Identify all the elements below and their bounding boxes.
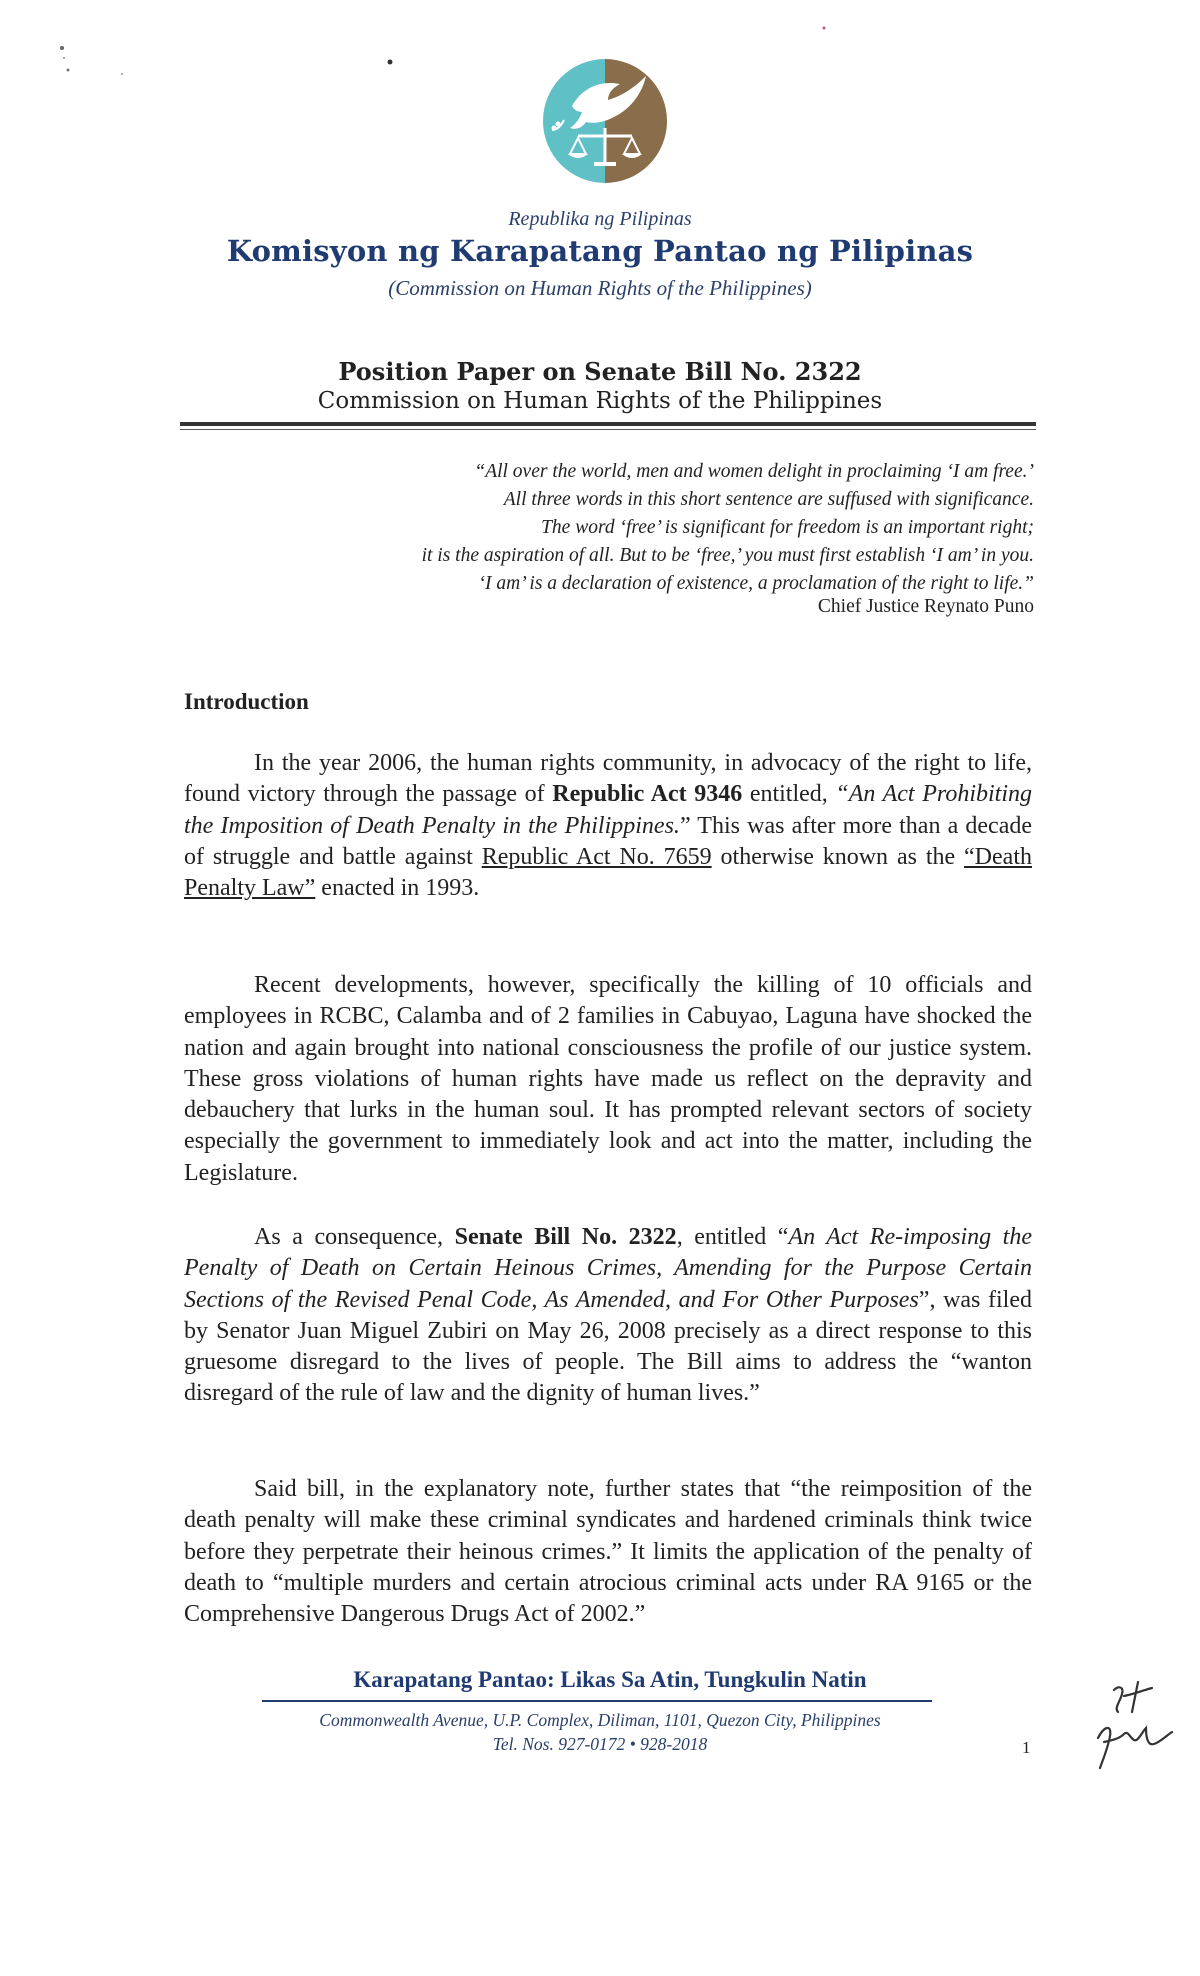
paragraph-intro-3 bbox=[184, 1222, 1032, 1410]
ra-9346-ref: Republic Act 9346 bbox=[552, 781, 743, 808]
republika-text: Republika ng Pilipinas bbox=[508, 208, 692, 230]
text-run: In the year 2006, the human rights community, in advocacy of the right to life, found victory through the passage of bbox=[184, 750, 1032, 808]
agency-name: Komisyon ng Karapatang Pantao ng Pilipinas bbox=[226, 234, 974, 268]
paragraph-intro-2 bbox=[184, 970, 1032, 1189]
paper-title: Position Paper on Senate Bill No. 2322 bbox=[338, 357, 862, 386]
paragraph-intro-4 bbox=[184, 1474, 1032, 1630]
quote-author: Chief Justice Reynato Puno bbox=[817, 596, 1034, 617]
text-run: ” This was after more than a decade of struggle and battle against bbox=[184, 812, 1033, 870]
handwritten-initials bbox=[1084, 1676, 1174, 1772]
chr-logo-icon bbox=[542, 58, 668, 184]
footer-telephone: Tel. Nos. 927-0172 • 928-2018 bbox=[492, 1734, 708, 1754]
quote-line: “All over the world, men and women delight in proclaiming ‘I am free.’ bbox=[474, 461, 1034, 482]
death-penalty-law-ref: “Death Penalty Law” bbox=[184, 843, 1032, 902]
text-run: enacted in 1993. bbox=[315, 875, 480, 902]
agency-name-english: (Commission on Human Rights of the Philippines) bbox=[388, 276, 812, 300]
ra-7659-ref: Republic Act No. 7659 bbox=[481, 843, 712, 870]
senate-bill-ref: Senate Bill No. 2322 bbox=[454, 1224, 677, 1250]
paragraph-text: Recent developments, however, specifically the killing of 10 officials and employees in RCBC, Calamba and of 2 families in Cabuyao, Laguna have shocked the nation and again brought into national consciousness the profile of our justice system. These gross violations of human rights have made us reflect on the depravity and debauchery that lurks in the human soul. It has prompted relevant sectors of society especially the government to immediately look and act into the matter, including the Legislature. bbox=[184, 972, 1032, 1186]
text-run: As a consequence, bbox=[254, 1224, 455, 1250]
quote-line: it is the aspiration of all. But to be ‘free,’ you must first establish ‘I am’ in you. bbox=[421, 545, 1034, 566]
section-heading: Introduction bbox=[184, 689, 309, 714]
epigraph-quote bbox=[214, 458, 1034, 598]
title-divider-thin bbox=[180, 429, 1036, 430]
quote-line: ‘I am’ is a declaration of existence, a proclamation of the right to life.” bbox=[478, 573, 1034, 594]
footer-divider bbox=[262, 1700, 932, 1702]
quote-line: All three words in this short sentence are suffused with significance. bbox=[503, 489, 1034, 510]
title-divider bbox=[180, 422, 1036, 426]
paragraph-text: Said bill, in the explanatory note, further states that “the reimposition of the death penalty will make these criminal syndicates and hardened criminals think twice before they perpetrate their heinous crimes.” It limits the application of the penalty of death to “multiple murders and certain atrocious criminal acts under RA 9165 or the Comprehensive Dangerous Drugs Act of 2002.” bbox=[184, 1476, 1032, 1628]
bill-title: An Act Re-imposing the Penalty of Death on Certain Heinous Crimes, Amending for the Purpose Certain Sections of the Revised Penal Code, As Amended, and For Other Purposes bbox=[184, 1224, 1032, 1313]
text-run: ”, was filed by Senator Juan Miguel Zubiri on May 26, 2008 precisely as a direct response to this gruesome disregard to the lives of people. The Bill aims to address the “wanton disregard of the rule of law and the dignity of human lives.” bbox=[184, 1286, 1032, 1407]
paper-subtitle: Commission on Human Rights of the Philippines bbox=[317, 388, 883, 414]
footer-motto: Karapatang Pantao: Likas Sa Atin, Tungkulin Natin bbox=[353, 1667, 867, 1692]
page-number: 1 bbox=[1022, 1738, 1031, 1757]
text-run: , entitled “ bbox=[676, 1224, 789, 1250]
text-run: otherwise known as the bbox=[711, 843, 965, 870]
paragraph-intro-1 bbox=[184, 748, 1032, 904]
quote-line: The word ‘free’ is significant for freedom is an important right; bbox=[541, 517, 1034, 538]
text-run: entitled, bbox=[742, 781, 836, 808]
act-title: “An Act Prohibiting the Imposition of Death Penalty in the Philippines. bbox=[184, 781, 1032, 839]
footer-address: Commonwealth Avenue, U.P. Complex, Diliman, 1101, Quezon City, Philippines bbox=[319, 1710, 881, 1730]
